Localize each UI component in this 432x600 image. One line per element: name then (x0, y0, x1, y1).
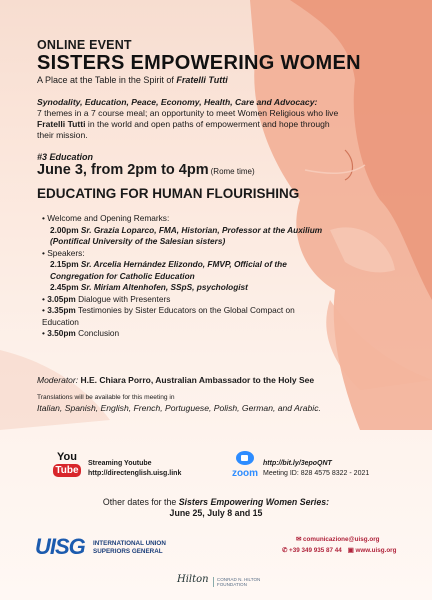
fratelli-tutti-text: Fratelli Tutti (37, 119, 86, 129)
speaker-2-name: Sr. Miriam Altenhofen, SSpS, psychologist (78, 282, 248, 292)
hilton-foundation-logo (177, 574, 261, 587)
program-item-welcome: • Welcome and Opening Remarks: (42, 213, 170, 223)
contact-phone-web (282, 545, 396, 556)
time-dialogue: 3.05pm (47, 293, 76, 304)
welcome-affiliation-text: (Pontifical University of the Salesian sisters) (50, 236, 226, 246)
other-dates-line (0, 497, 432, 508)
zoom-icon[interactable] (231, 451, 259, 479)
event-kicker: ONLINE EVENT (37, 38, 132, 52)
contact-web[interactable]: www.uisg.org (355, 547, 397, 554)
youtube-logo-you: You (57, 451, 77, 463)
youtube-icon[interactable] (53, 452, 81, 477)
speaker-1-affiliation-text: Congregation for Catholic Education (50, 270, 195, 281)
program-welcome-affiliation (42, 236, 372, 248)
conclusion-text: Conclusion (75, 328, 120, 338)
other-dates (0, 497, 432, 519)
tagline-text: A Place at the Table in the Spirit of (37, 75, 177, 85)
other-dates-prefix: Other dates for the (102, 497, 179, 507)
session-label: #3 Education (37, 152, 94, 162)
program-item-testimonies: • 3.35pm Testimonies by Sister Educators on the Global Compact on (42, 305, 295, 315)
themes-title: Synodality, Education, Peace, Economy, Health, Care and Advocacy: (37, 97, 318, 107)
translations-languages: Italian, Spanish, English, French, Portuguese, Polish, German, and Arabic. (37, 403, 321, 413)
program-welcome-speaker (42, 225, 372, 237)
program-item-conclusion: • 3.50pm Conclusion (42, 328, 120, 338)
moderator-label: Moderator: (37, 375, 79, 385)
youtube-logo-tube: Tube (53, 464, 81, 477)
youtube-link[interactable]: http://directenglish.uisg.link (88, 470, 182, 477)
zoom-logo-text: zoom (231, 468, 259, 479)
session-heading: EDUCATING FOR HUMAN FLOURISHING (37, 186, 300, 201)
uisg-logo (35, 534, 166, 560)
youtube-info (88, 459, 181, 479)
program-item-dialogue: • 3.05pm Dialogue with Presenters (42, 293, 171, 304)
hilton-line-1: CONRAD N. HILTON (216, 577, 261, 582)
session-timezone: (Rome time) (210, 167, 255, 176)
themes-block (37, 97, 407, 141)
program-item-speakers: • Speakers: (42, 247, 85, 258)
zoom-info (263, 459, 369, 479)
time-conclusion: 3.50pm (47, 328, 76, 338)
time-speaker-1: 2.15pm (50, 259, 79, 269)
web-icon: ▣ (347, 547, 356, 554)
session-date (37, 162, 255, 178)
youtube-label: Streaming Youtube (88, 460, 152, 467)
time-testimonies: 3.35pm (47, 305, 76, 315)
mail-icon: ✉ (296, 536, 304, 543)
uisg-name (93, 540, 166, 556)
series-name: Sisters Empowering Women Series: (178, 497, 330, 507)
welcome-speaker-name: Sr. Grazia Loparco, FMA, Historian, Professor at the Auxilium (78, 224, 323, 235)
zoom-meeting-id: Meeting ID: 828 4575 8322 - 2021 (263, 470, 370, 477)
program-speaker-1-affiliation (42, 271, 372, 283)
time-speaker-2: 2.45pm (50, 282, 79, 292)
contact-email-text: comunicazione@uisg.org (303, 536, 380, 543)
themes-line-3: their mission. (37, 130, 88, 140)
time-welcome: 2.00pm (50, 224, 79, 235)
program-list (42, 213, 372, 340)
themes-line-2-text: in the world and open paths of empowerment and hope through (85, 119, 330, 129)
hilton-signature: Hilton (177, 574, 209, 585)
themes-line-1: 7 themes in a 7 course meal; an opportunity to meet Women Religious who live (37, 108, 339, 118)
program-speaker-1 (42, 259, 372, 271)
contact-phone[interactable]: +39 349 935 87 44 (289, 547, 342, 554)
dialogue-text: Dialogue with Presenters (75, 293, 171, 304)
moderator-text: H.E. Chiara Porro, Australian Ambassador to the Holy See (78, 375, 315, 385)
uisg-name-line-1: INTERNATIONAL UNION (93, 540, 166, 547)
hilton-text (213, 577, 260, 587)
translations-note: Translations will be available for this meeting in (37, 394, 175, 401)
event-tagline (37, 75, 228, 85)
uisg-name-line-2: SUPERIORS GENERAL (93, 548, 163, 555)
tagline-emphasis: Fratelli Tutti (176, 75, 228, 85)
session-date-text: June 3, from 2pm to 4pm (37, 162, 209, 178)
testimonies-text: Testimonies by Sister Educators on the Global Compact on (75, 305, 295, 315)
program-speaker-2 (42, 282, 372, 294)
moderator (37, 375, 314, 385)
other-dates-list: June 25, July 8 and 15 (169, 508, 263, 518)
themes-line-2 (37, 119, 407, 130)
contact-info (282, 534, 396, 556)
hilton-line-2: FOUNDATION (216, 582, 247, 587)
event-title: SISTERS EMPOWERING WOMEN (37, 52, 361, 74)
speaker-1-name: Sr. Arcelia Hernández Elizondo, FMVP, Official of the (78, 259, 287, 269)
phone-icon: ✆ (282, 547, 290, 554)
zoom-link[interactable]: http://bit.ly/3epoQNT (263, 460, 332, 467)
zoom-camera-icon (236, 451, 254, 465)
uisg-logo-mark: UISG (35, 534, 85, 559)
program-item-testimonies-cont: Education (42, 316, 79, 327)
contact-email[interactable] (282, 534, 396, 545)
